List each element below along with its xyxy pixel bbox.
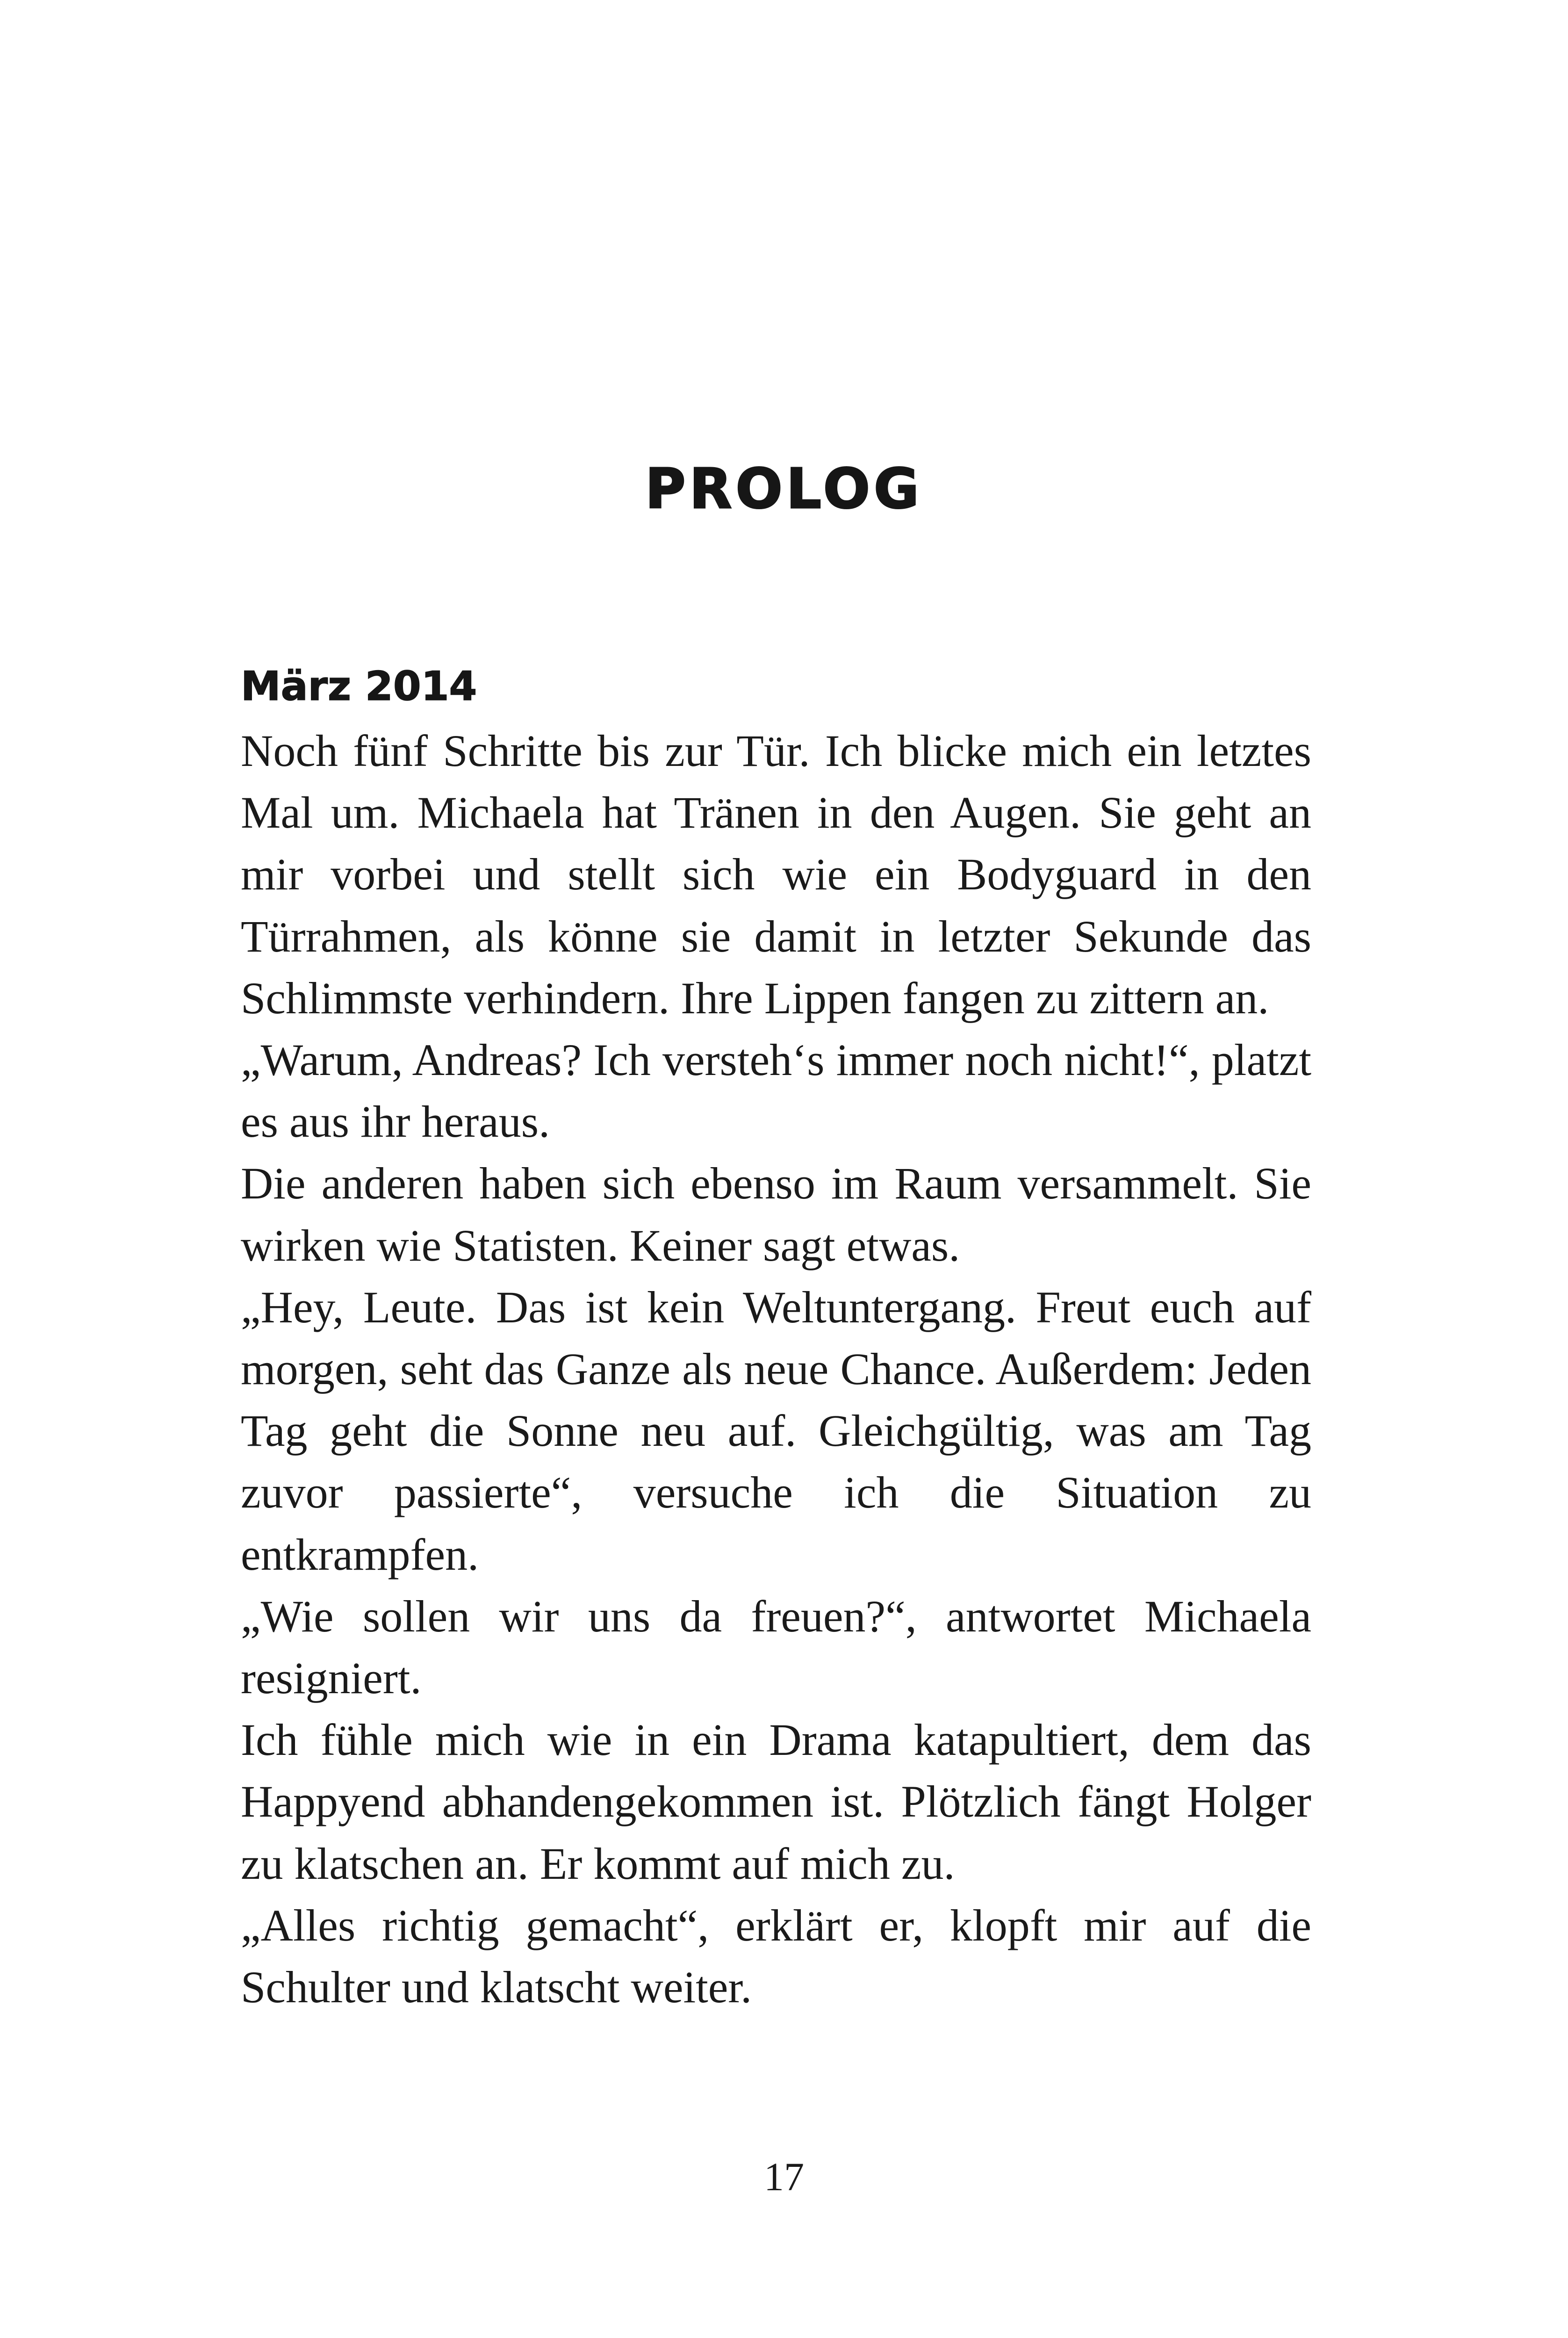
section-date-heading: März 2014: [241, 663, 477, 710]
paragraph: „Warum, Andreas? Ich versteh‘s immer noch nicht!“, platzt es aus ihr heraus.: [241, 1035, 1311, 1147]
chapter-title: PROLOG: [645, 456, 923, 521]
paragraph: „Wie sollen wir uns da freuen?“, antwortet Michaela resigniert.: [241, 1591, 1311, 1703]
paragraph: Ich fühle mich wie in ein Drama katapultiert, dem das Happyend abhandengekommen ist. Plötzlich fängt Holger zu klatschen an. Er kommt auf mich zu.: [241, 1715, 1311, 1889]
page-number: 17: [764, 2154, 804, 2199]
paragraph: Die anderen haben sich ebenso im Raum versammelt. Sie wirken wie Statisten. Keiner sagt etwas.: [241, 1158, 1311, 1270]
paragraph: „Alles richtig gemacht“, erklärt er, klopft mir auf die Schulter und klatscht weiter.: [241, 1900, 1311, 2013]
paragraph: Noch fünf Schritte bis zur Tür. Ich blicke mich ein letztes Mal um. Michaela hat Tränen in den Augen. Sie geht an mir vorbei und stellt sich wie ein Bodyguard in den Türrahmen, als könne sie damit in letzter Sekunde das Schlimmste verhindern. Ihre Lippen fangen zu zittern an.: [241, 726, 1311, 1023]
chapter-body: [241, 658, 1311, 2018]
paragraph: „Hey, Leute. Das ist kein Weltuntergang. Freut euch auf morgen, seht das Ganze als neue Chance. Außerdem: Jeden Tag geht die Sonne neu auf. Gleichgültig, was am Tag zuvor passierte“, versuche ich die Situation zu entkrampfen.: [241, 1282, 1311, 1580]
